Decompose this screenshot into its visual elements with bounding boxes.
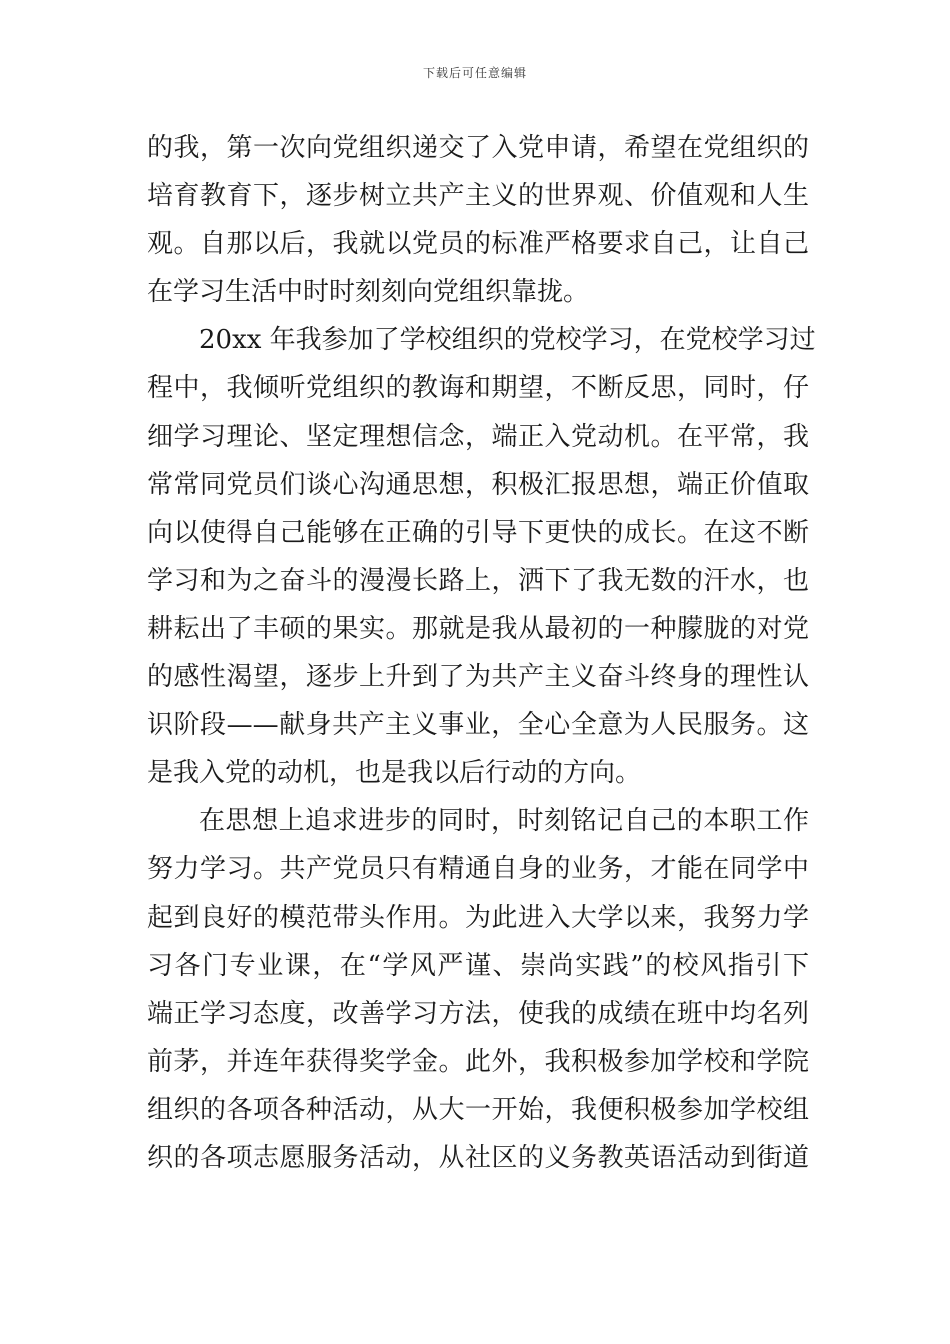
text-line: 识阶段——献身共产主义事业，全心全意为人民服务。这 xyxy=(147,710,809,741)
text-line: 的感性渴望，逐步上升到了为共产主义奋斗终身的理性认 xyxy=(147,662,809,693)
text-line: 的我，第一次向党组织递交了入党申请，希望在党组织的 xyxy=(147,133,809,163)
text-line: 程中，我倾听党组织的教诲和期望，不断反思，同时，仔 xyxy=(147,373,809,404)
text-line: 常常同党员们谈心沟通思想，积极汇报思想，端正价值取 xyxy=(147,469,809,500)
text-line: 耕耘出了丰硕的果实。那就是我从最初的一种朦胧的对党 xyxy=(147,613,809,644)
text-line: 学习和为之奋斗的漫漫长路上，洒下了我无数的汗水，也 xyxy=(147,565,809,596)
text-line: 观。自那以后，我就以党员的标准严格要求自己，让自己 xyxy=(147,229,809,260)
text-line: 组织的各项各种活动，从大一开始，我便积极参加学校组 xyxy=(147,1094,809,1125)
paragraph-first-line: 20xx 年我参加了学校组织的党校学习，在党校学习过 xyxy=(199,325,816,356)
text-line: 是我入党的动机，也是我以后行动的方向。 xyxy=(147,758,642,789)
text-line: 在学习生活中时时刻刻向党组织靠拢。 xyxy=(147,277,590,308)
text-line: 习各门专业课，在“学风严谨、崇尚实践”的校风指引下 xyxy=(147,950,809,981)
text-line: 努力学习。共产党员只有精通自身的业务，才能在同学中 xyxy=(147,854,809,885)
text-line: 端正学习态度，改善学习方法，使我的成绩在班中均名列 xyxy=(147,998,809,1029)
paragraph-first-line: 在思想上追求进步的同时，时刻铭记自己的本职工作 xyxy=(199,806,809,837)
text-line: 起到良好的模范带头作用。为此进入大学以来，我努力学 xyxy=(147,902,809,933)
text-line: 培育教育下，逐步树立共产主义的世界观、价值观和人生 xyxy=(147,181,809,212)
page-header: 下载后可任意编辑 xyxy=(422,66,527,80)
text-line: 细学习理论、坚定理想信念，端正入党动机。在平常，我 xyxy=(147,421,809,452)
text-line: 前茅，并连年获得奖学金。此外，我积极参加学校和学院 xyxy=(147,1046,809,1077)
document-body xyxy=(147,124,816,1182)
text-line: 织的各项志愿服务活动，从社区的义务教英语活动到街道 xyxy=(147,1142,809,1173)
text-line: 向以使得自己能够在正确的引导下更快的成长。在这不断 xyxy=(147,517,809,548)
